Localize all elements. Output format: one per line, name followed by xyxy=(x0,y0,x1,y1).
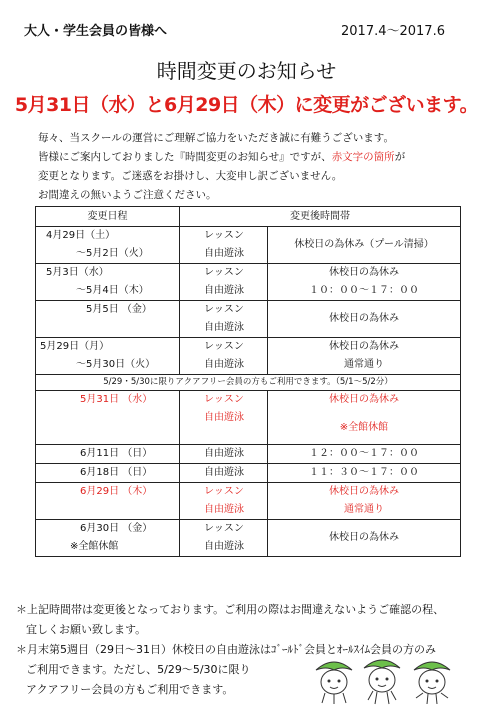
type-secondary: 自由遊泳 xyxy=(204,285,244,296)
type-cell xyxy=(180,483,268,520)
footnote-2b: ご利用できます。ただし、5/29～5/30に限り xyxy=(26,663,251,676)
type-primary: 自由遊泳 xyxy=(204,467,244,478)
date-end: ～5月4日（木） xyxy=(76,285,149,296)
date-cell xyxy=(36,464,180,483)
type-cell xyxy=(180,301,268,338)
footnote-1a: ＊上記時間帯は変更後となっております。ご利用の際はお間違えないようご確認の程、 xyxy=(16,603,445,616)
type-primary: レッスン xyxy=(204,394,244,405)
type-primary: レッスン xyxy=(204,523,244,534)
time-cell xyxy=(268,483,461,520)
time-cell xyxy=(268,227,461,264)
date-cell xyxy=(36,520,180,557)
time-primary: １２：００～１７：００ xyxy=(309,448,419,459)
type-primary: レッスン xyxy=(204,304,244,315)
footnote-2c: アクアフリー会員の方もご利用できます。 xyxy=(26,683,234,696)
time-cell xyxy=(268,445,461,464)
time-cell xyxy=(268,391,461,445)
table-row xyxy=(36,227,461,264)
time-secondary: 通常通り xyxy=(344,359,384,370)
time-primary: 休校日の為休み（プール清掃） xyxy=(294,239,434,250)
date-start: 5月31日 （水） xyxy=(80,394,153,405)
time-primary: 休校日の為休み xyxy=(329,394,399,405)
red-text-note: 赤文字の箇所 xyxy=(331,151,395,163)
mascot-icon xyxy=(312,656,356,706)
time-secondary: １０：００～１７：００ xyxy=(309,285,419,296)
date-cell xyxy=(36,301,180,338)
table-row xyxy=(36,445,461,464)
page-title: 時間変更のお知らせ xyxy=(156,59,337,83)
table-row xyxy=(36,301,461,338)
table-note-row xyxy=(36,375,461,391)
intro-line-2-end: が xyxy=(394,151,406,163)
time-primary: 休校日の為休み xyxy=(329,267,399,278)
intro-line-2 xyxy=(38,149,405,164)
table-row xyxy=(36,464,461,483)
header-time: 変更後時間帯 xyxy=(180,207,461,227)
date-start: 6月11日 （日） xyxy=(80,448,153,459)
date-cell xyxy=(36,338,180,375)
type-secondary: 自由遊泳 xyxy=(204,322,244,333)
time-primary: 休校日の為休み xyxy=(329,532,399,543)
date-start: 6月30日 （金） xyxy=(80,523,153,534)
intro-line-2-text: 皆様にご案内しておりました『時間変更のお知らせ』ですが、 xyxy=(38,151,332,163)
intro-line-1: 毎々、当スクールの運営にご理解ご協力をいただき誠に有難うございます。 xyxy=(38,132,394,144)
footnote-2a: ＊月末第5週目（29日～31日）休校日の自由遊泳はｺﾞｰﾙﾄﾞ会員とｵｰﾙｽｲﾑ会員の方のみ xyxy=(16,643,436,656)
schedule-table xyxy=(35,206,461,557)
time-secondary: ※全館休館 xyxy=(339,422,389,433)
type-primary: レッスン xyxy=(204,230,244,241)
date-start: 5月5日 （金） xyxy=(86,304,152,315)
time-cell xyxy=(268,338,461,375)
type-cell xyxy=(180,520,268,557)
date-start: 6月18日 （日） xyxy=(80,467,153,478)
change-headline: 5月31日（水）と6月29日（木）に変更がございます。 xyxy=(14,94,479,116)
table-row xyxy=(36,391,461,445)
date-end: ～5月30日（火） xyxy=(76,359,156,370)
date-start: 5月29日（月） xyxy=(40,341,110,352)
table-row xyxy=(36,264,461,301)
table-header-row xyxy=(36,207,461,227)
time-secondary: 通常通り xyxy=(344,504,384,515)
type-secondary: 自由遊泳 xyxy=(204,359,244,370)
time-cell xyxy=(268,520,461,557)
type-cell xyxy=(180,338,268,375)
time-cell xyxy=(268,264,461,301)
time-cell xyxy=(268,464,461,483)
table-row xyxy=(36,520,461,557)
type-cell xyxy=(180,391,268,445)
date-cell xyxy=(36,445,180,464)
date-start: 4月29日（土） xyxy=(46,230,116,241)
type-cell xyxy=(180,227,268,264)
date-cell xyxy=(36,391,180,445)
date-cell xyxy=(36,264,180,301)
intro-line-3: 変更となります。ご迷惑をお掛けし、大変申し訳ございません。 xyxy=(38,170,343,182)
audience-heading: 大人・学生会員の皆様へ xyxy=(24,24,168,39)
time-primary: １１：３０～１７：００ xyxy=(309,467,419,478)
type-secondary: 自由遊泳 xyxy=(204,541,244,552)
footnote-1b: 宜しくお願い致します。 xyxy=(26,623,147,636)
table-note: 5/29・5/30に限りアクアフリー会員の方もご利用できます。（5/1～5/2分） xyxy=(36,375,461,391)
time-primary: 休校日の為休み xyxy=(329,341,399,352)
type-cell xyxy=(180,445,268,464)
mascot-icon xyxy=(360,654,404,706)
type-primary: レッスン xyxy=(204,341,244,352)
time-primary: 休校日の為休み xyxy=(329,486,399,497)
time-primary: 休校日の為休み xyxy=(329,313,399,324)
header-date: 変更日程 xyxy=(36,207,180,227)
type-primary: レッスン xyxy=(204,267,244,278)
intro-line-4: お間違えの無いようご注意ください。 xyxy=(38,189,217,201)
date-end: ～5月2日（火） xyxy=(76,248,149,259)
type-secondary: 自由遊泳 xyxy=(204,504,244,515)
type-cell xyxy=(180,464,268,483)
table-row xyxy=(36,483,461,520)
date-start: 6月29日 （木） xyxy=(80,486,153,497)
date-end: ※全館休館 xyxy=(70,541,119,552)
period-label: 2017.4～2017.6 xyxy=(341,24,445,39)
date-start: 5月3日（水） xyxy=(46,267,109,278)
type-cell xyxy=(180,264,268,301)
table-row xyxy=(36,338,461,375)
type-secondary: 自由遊泳 xyxy=(204,412,244,423)
time-cell xyxy=(268,301,461,338)
type-primary: 自由遊泳 xyxy=(204,448,244,459)
mascot-icon xyxy=(410,656,454,706)
type-secondary: 自由遊泳 xyxy=(204,248,244,259)
date-cell xyxy=(36,227,180,264)
type-primary: レッスン xyxy=(204,486,244,497)
date-cell xyxy=(36,483,180,520)
